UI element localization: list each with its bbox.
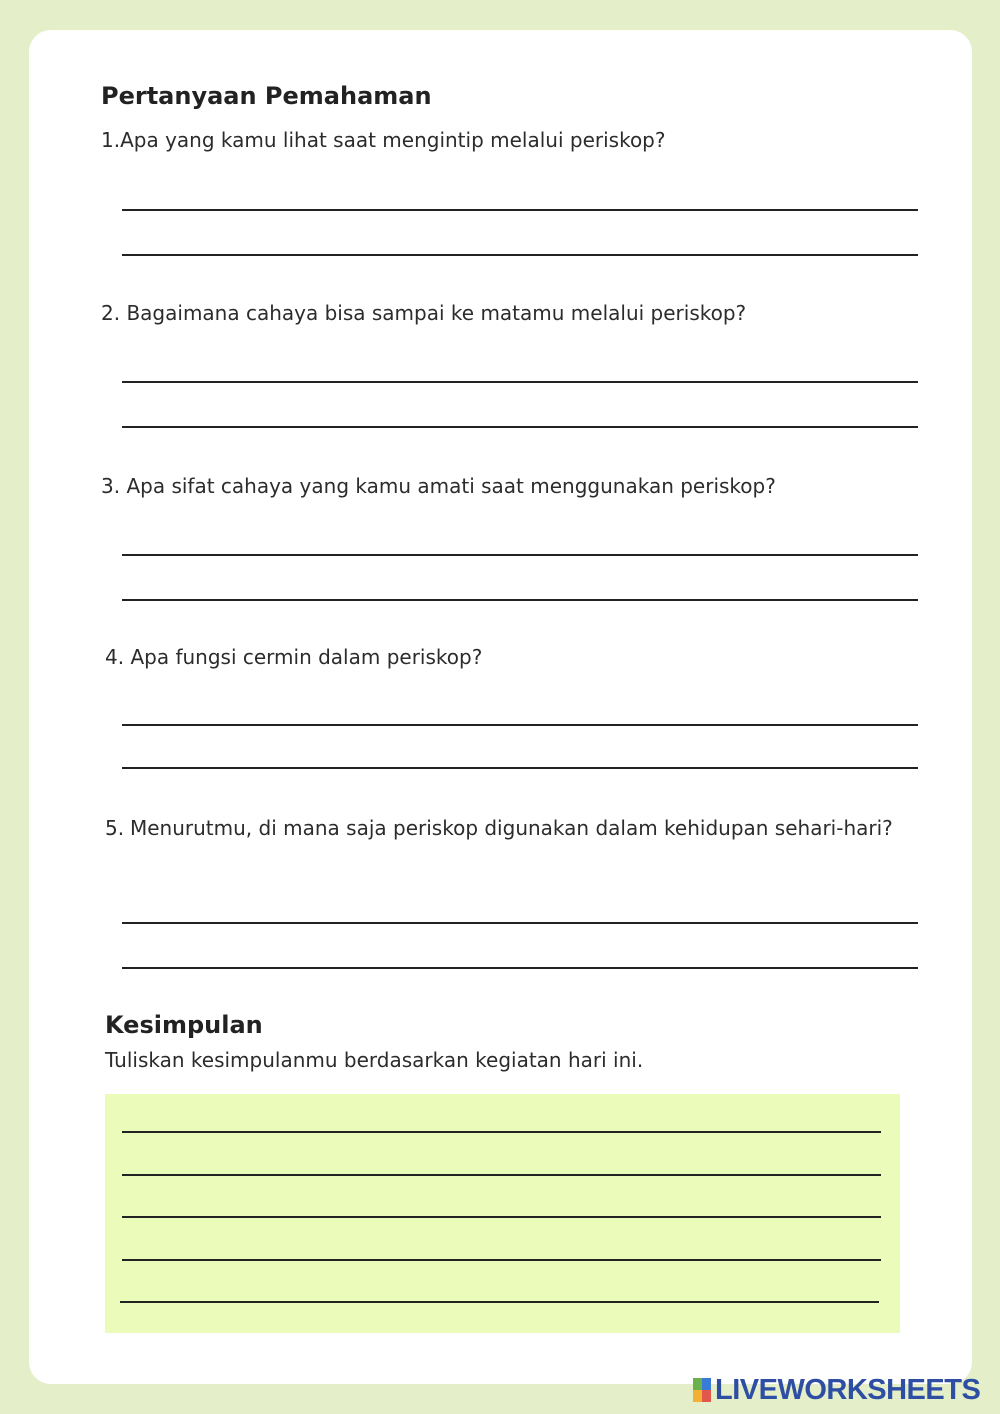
answer-line-5a[interactable] (122, 922, 918, 924)
conclusion-box (105, 1094, 900, 1333)
logo-text: LIVEWORKSHEETS (715, 1373, 981, 1406)
answer-line-4b[interactable] (122, 767, 918, 769)
conclusion-line-4[interactable] (122, 1259, 881, 1261)
answer-line-2a[interactable] (122, 381, 918, 383)
answer-line-1b[interactable] (122, 254, 918, 256)
question-1-text: Apa yang kamu lihat saat mengintip melalui periskop? (120, 128, 666, 152)
question-2-number: 2. (101, 301, 121, 325)
section-title-comprehension: Pertanyaan Pemahaman (101, 82, 432, 110)
answer-line-2b[interactable] (122, 426, 918, 428)
answer-line-5b[interactable] (122, 967, 918, 969)
question-2 (101, 297, 746, 329)
question-4 (105, 641, 482, 673)
question-4-number: 4. (105, 645, 125, 669)
question-3-number: 3. (101, 474, 121, 498)
answer-line-3a[interactable] (122, 554, 918, 556)
question-1-number: 1. (101, 128, 121, 152)
question-5-number: 5. (105, 816, 125, 840)
answer-line-4a[interactable] (122, 724, 918, 726)
question-4-text: Apa fungsi cermin dalam periskop? (130, 645, 483, 669)
conclusion-line-1[interactable] (122, 1131, 881, 1133)
question-5 (105, 812, 925, 844)
liveworksheets-logo-icon (693, 1378, 711, 1402)
liveworksheets-logo[interactable] (693, 1375, 980, 1405)
answer-line-1a[interactable] (122, 209, 918, 211)
question-3 (101, 470, 776, 502)
question-1 (101, 124, 665, 156)
question-2-text: Bagaimana cahaya bisa sampai ke matamu melalui periskop? (126, 301, 747, 325)
answer-line-3b[interactable] (122, 599, 918, 601)
conclusion-prompt: Tuliskan kesimpulanmu berdasarkan kegiatan hari ini. (105, 1048, 644, 1072)
conclusion-line-5[interactable] (120, 1301, 879, 1303)
conclusion-line-3[interactable] (122, 1216, 881, 1218)
section-title-conclusion: Kesimpulan (105, 1011, 263, 1039)
question-3-text: Apa sifat cahaya yang kamu amati saat menggunakan periskop? (126, 474, 776, 498)
question-5-text: Menurutmu, di mana saja periskop digunakan dalam kehidupan sehari-hari? (130, 816, 893, 840)
conclusion-line-2[interactable] (122, 1174, 881, 1176)
